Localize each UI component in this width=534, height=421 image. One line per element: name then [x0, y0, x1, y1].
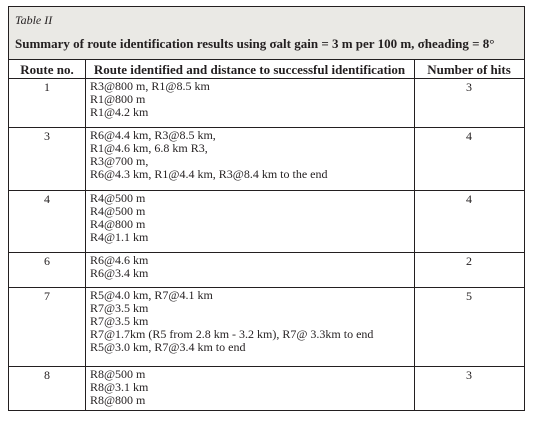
route-number: 3: [44, 129, 50, 143]
hit-count: 3: [466, 368, 472, 382]
header-top-rule: [9, 59, 524, 60]
route-entry: R6@4.3 km, R1@4.4 km, R3@8.4 km to the end: [90, 167, 328, 181]
row-divider: [9, 287, 524, 288]
route-entry: R6@4.4 km, R3@8.5 km,: [90, 128, 216, 142]
route-entries: [90, 368, 420, 407]
route-entry: R4@800 m: [90, 217, 146, 231]
route-entry: R4@1.1 km: [90, 230, 149, 244]
route-entries: [90, 289, 420, 354]
table-label: Table II: [15, 13, 53, 27]
column-divider: [85, 59, 86, 410]
hit-count: 5: [466, 289, 472, 303]
table-caption: Summary of route identification results using σalt gain = 3 m per 100 m, σheading = 8°: [15, 36, 495, 51]
route-entries: [90, 80, 420, 119]
route-entry: R3@700 m,: [90, 154, 149, 168]
route-entry: R8@800 m: [90, 393, 146, 407]
route-entry: R6@3.4 km: [90, 266, 149, 280]
hit-count: 2: [466, 254, 472, 268]
column-header-route: Route no.: [20, 62, 74, 77]
hit-count: 4: [466, 129, 472, 143]
route-entry: R8@500 m: [90, 367, 146, 381]
route-entries: [90, 129, 420, 181]
table-caption-area: [9, 7, 524, 59]
route-entries: [90, 254, 420, 280]
hit-count: 3: [466, 80, 472, 94]
column-header-hits: Number of hits: [427, 62, 511, 77]
row-divider: [9, 127, 524, 128]
route-entry: R7@3.5 km: [90, 301, 149, 315]
row-divider: [9, 252, 524, 253]
route-entry: R3@800 m, R1@8.5 km: [90, 79, 210, 93]
route-entry: R5@3.0 km, R7@3.4 km to end: [90, 340, 246, 354]
route-entry: R4@500 m: [90, 204, 146, 218]
route-entry: R1@800 m: [90, 92, 146, 106]
route-entry: R4@500 m: [90, 191, 146, 205]
route-number: 6: [44, 254, 50, 268]
route-entry: R5@4.0 km, R7@4.1 km: [90, 288, 213, 302]
route-number: 4: [44, 192, 50, 206]
route-number: 7: [44, 289, 50, 303]
route-entry: R1@4.2 km: [90, 105, 149, 119]
row-divider: [9, 190, 524, 191]
route-entry: R6@4.6 km: [90, 253, 149, 267]
hit-count: 4: [466, 192, 472, 206]
route-number: 8: [44, 368, 50, 382]
route-number: 1: [44, 80, 50, 94]
route-entry: R1@4.6 km, 6.8 km R3,: [90, 141, 208, 155]
column-header-identified: Route identified and distance to successful identification: [93, 62, 406, 77]
route-entries: [90, 192, 420, 244]
route-entry: R7@1.7km (R5 from 2.8 km - 3.2 km), R7@ 3.3km to end: [90, 327, 374, 341]
route-entry: R8@3.1 km: [90, 380, 149, 394]
row-divider: [9, 366, 524, 367]
header-bottom-rule: [9, 78, 524, 79]
route-entry: R7@3.5 km: [90, 314, 149, 328]
summary-table: [8, 6, 525, 411]
